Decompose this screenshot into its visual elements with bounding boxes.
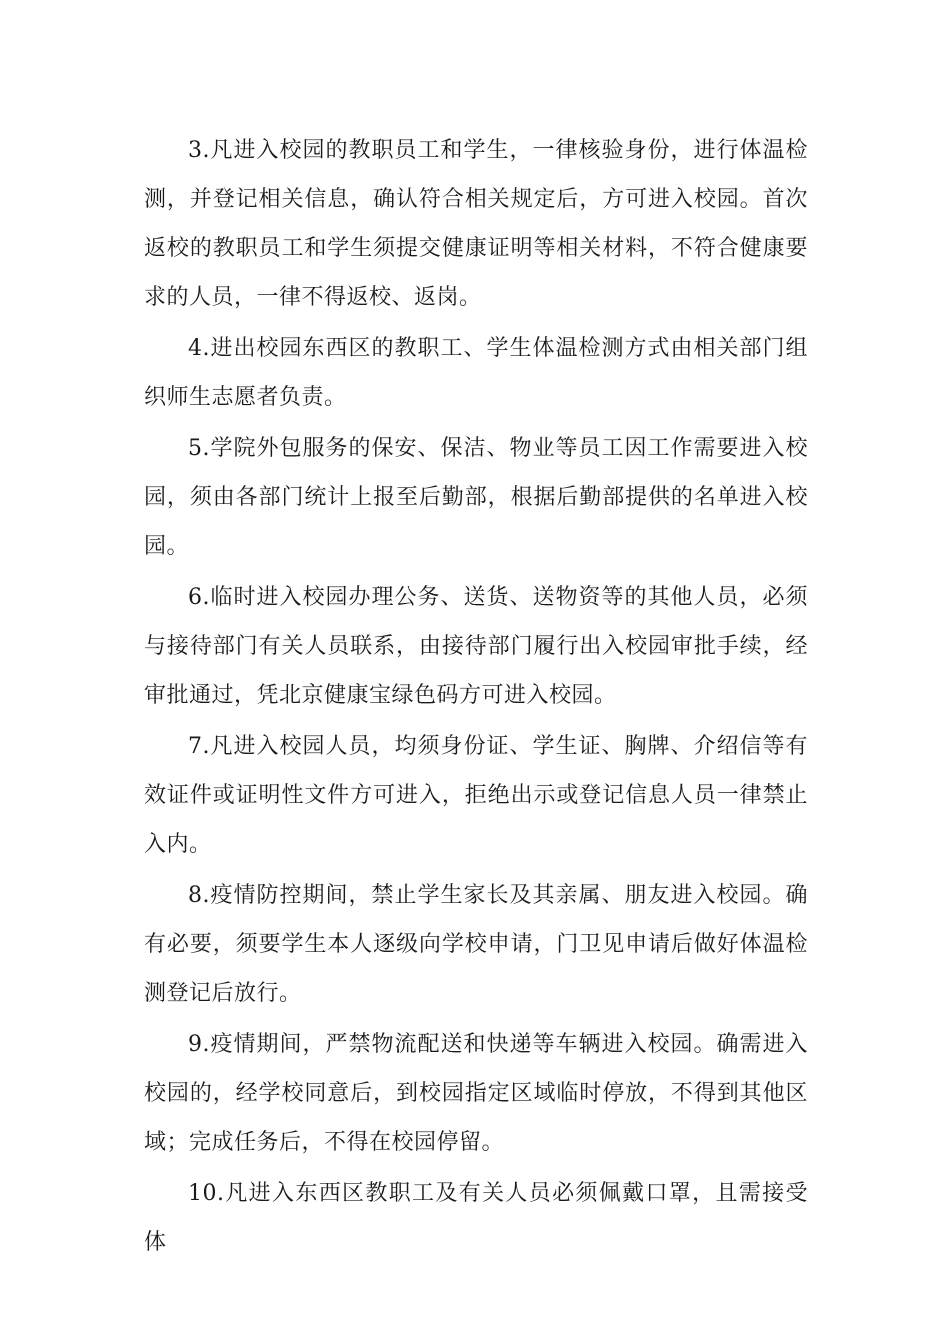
paragraph-item-8: 8.疫情防控期间，禁止学生家长及其亲属、朋友进入校园。确有必要，须要学生本人逐级向学校申请，门卫见申请后做好体温检测登记后放行。 [144,883,808,1006]
paragraph-item-9: 9.疫情期间，严禁物流配送和快递等车辆进入校园。确需进入校园的，经学校同意后，到校园指定区域临时停放，不得到其他区域；完成任务后，不得在校园停留。 [144,1032,808,1155]
paragraph-item-4: 4.进出校园东西区的教职工、学生体温检测方式由相关部门组织师生志愿者负责。 [144,336,808,410]
paragraph-item-6: 6.临时进入校园办理公务、送货、送物资等的其他人员，必须与接待部门有关人员联系，由接待部门履行出入校园审批手续，经审批通过，凭北京健康宝绿色码方可进入校园。 [144,585,808,708]
paragraph-item-7: 7.凡进入校园人员，均须身份证、学生证、胸牌、介绍信等有效证件或证明性文件方可进入，拒绝出示或登记信息人员一律禁止入内。 [144,734,808,857]
paragraph-item-10: 10.凡进入东西区教职工及有关人员必须佩戴口罩，且需接受体 [144,1181,808,1255]
paragraph-item-3: 3.凡进入校园的教职员工和学生，一律核验身份，进行体温检测，并登记相关信息，确认符合相关规定后，方可进入校园。首次返校的教职员工和学生须提交健康证明等相关材料，不符合健康要求的人员，一律不得返校、返岗。 [144,138,808,310]
document-body [144,126,808,1267]
paragraph-item-5: 5.学院外包服务的保安、保洁、物业等员工因工作需要进入校园，须由各部门统计上报至后勤部，根据后勤部提供的名单进入校园。 [144,436,808,559]
